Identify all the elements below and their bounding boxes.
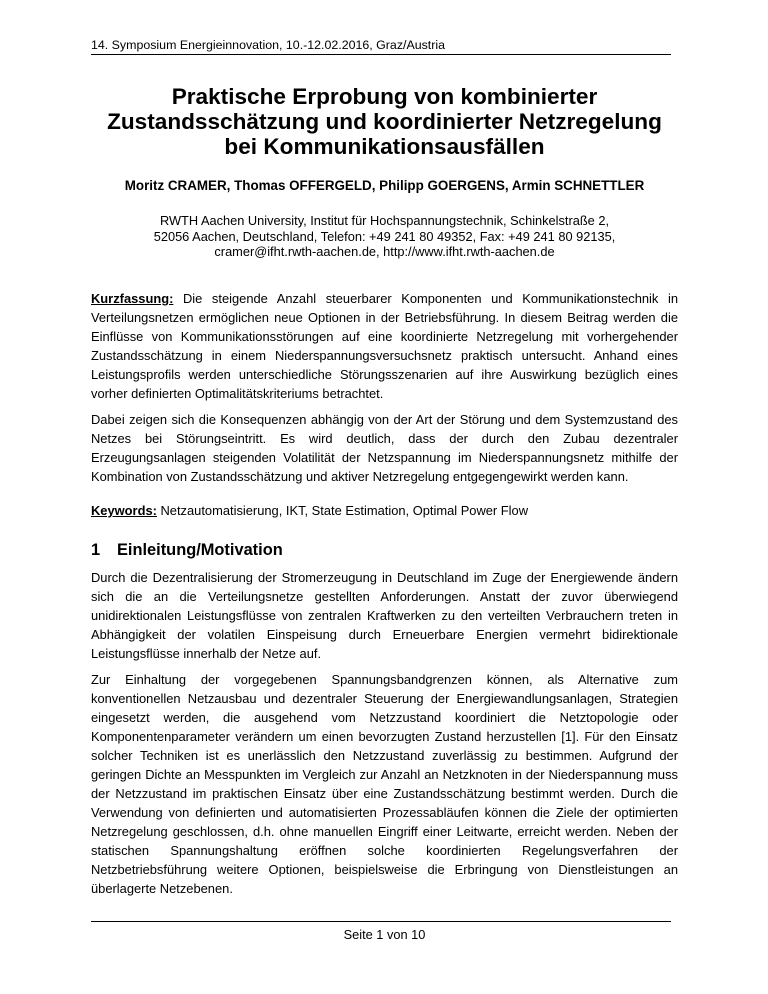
- section-number: 1: [91, 541, 101, 559]
- affiliation-line: 52056 Aachen, Deutschland, Telefon: +49 241 80 49352, Fax: +49 241 80 92135,: [153, 228, 616, 244]
- paper-title: Praktische Erprobung von kombinierter Zustandsschätzung und koordinierter Netzregelung bei Kommunikationsausfällen: [107, 84, 662, 159]
- affiliation-line: RWTH Aachen University, Institut für Hochspannungstechnik, Schinkelstraße 2,: [159, 213, 610, 228]
- abstract-label: Kurzfassung:: [91, 291, 174, 306]
- affiliation-line: cramer@ifht.rwth-aachen.de, http://www.ifht.rwth-aachen.de: [214, 244, 555, 259]
- body-paragraph: Zur Einhaltung der vorgegebenen Spannungsbandgrenzen können, als Alternative zum konventionellen Netzausbau und dezentraler Steuerung der Energiewandlungsanlagen, Strategien eingesetzt werden, die ausgehend vom Netzzustand koordiniert die Netztopologie oder Komponentenparameter verändern um einen bevorzugten Zustand herzustellen [1]. Für den Einsatz solcher Techniken ist es unerlässlich den Netzzustand zuverlässig zu bestimmen. Aufgrund der geringen Dichte an Messpunkten im Vergleich zur Anzahl an Netzknoten in der Niederspannung muss der Netzzustand im praktischen Einsatz über eine Zustandsschätzung bestimmt werden. Durch die Verwendung von definierten und automatisierten Prozessabläufen können die Ziele der optimierten Netzregelung geschlossen, d.h. ohne manuellen Eingriff einer Leitwarte, erreicht werden. Neben der statischen Spannungshaltung eröffnen solche koordinierten Regelungsverfahren der Netzbetriebsführung weitere Optionen, beispielsweise die Erbringung von Dienstleistungen an überlagerte Netzebenen.: [91, 672, 678, 896]
- abstract-paragraph: [91, 289, 678, 403]
- keywords-text: Netzautomatisierung, IKT, State Estimation, Optimal Power Flow: [160, 503, 529, 518]
- section-title: Einleitung/Motivation: [117, 541, 283, 559]
- keywords-label: Keywords:: [91, 503, 157, 518]
- running-header: 14. Symposium Energieinnovation, 10.-12.02.2016, Graz/Austria: [91, 38, 671, 55]
- abstract-paragraph: Dabei zeigen sich die Konsequenzen abhängig von der Art der Störung und dem Systemzustand des Netzes bei Störungseintritt. Es wird deutlich, dass der durch den Zubau dezentraler Erzeugungsanlagen steigenden Volatilität der Netzspannung im Niederspannungsnetz mithilfe der Kombination von Zustandsschätzung und aktiver Netzregelung entgegengewirkt werden kann.: [91, 412, 678, 484]
- section-body: [91, 568, 678, 905]
- footer-divider: [91, 921, 671, 922]
- keywords: [91, 501, 678, 520]
- body-paragraph: Durch die Dezentralisierung der Stromerzeugung in Deutschland im Zuge der Energiewende ändern sich die an die Verteilungsnetze gestellten Anforderungen. Anstatt der zuvor überwiegend unidirektionalen Leistungsflüsse von zentralen Kraftwerken zu den verteilten Verbrauchern treten in Abhängigkeit der volatilen Einspeisung durch Erneuerbare Energien vermehrt bidirektionale Leistungsflüsse innerhalb der Netze auf.: [91, 570, 678, 661]
- section-heading: [91, 540, 283, 560]
- author-list: Moritz CRAMER, Thomas OFFERGELD, Philipp GOERGENS, Armin SCHNETTLER: [124, 178, 645, 193]
- affiliation-block: [91, 213, 678, 260]
- page-number: Seite 1 von 10: [343, 927, 426, 942]
- abstract: [91, 289, 678, 493]
- abstract-text: Die steigende Anzahl steuerbarer Komponenten und Kommunikationstechnik in Verteilungsnetzen ermöglichen neue Optionen in der Betriebsführung. In diesem Beitrag werden die Einflüsse von Kommunikationsstörungen auf eine koordinierte Netzregelung mit vorhergehender Zustandsschätzung in einem Niederspannungsversuchsnetz praktisch untersucht. Anhand eines Leistungsprofils werden unterschiedliche Störungsszenarien auf ihre Auswirkung bezüglich eines vorher definierten Optimalitätskriteriums betrachtet.: [91, 291, 678, 401]
